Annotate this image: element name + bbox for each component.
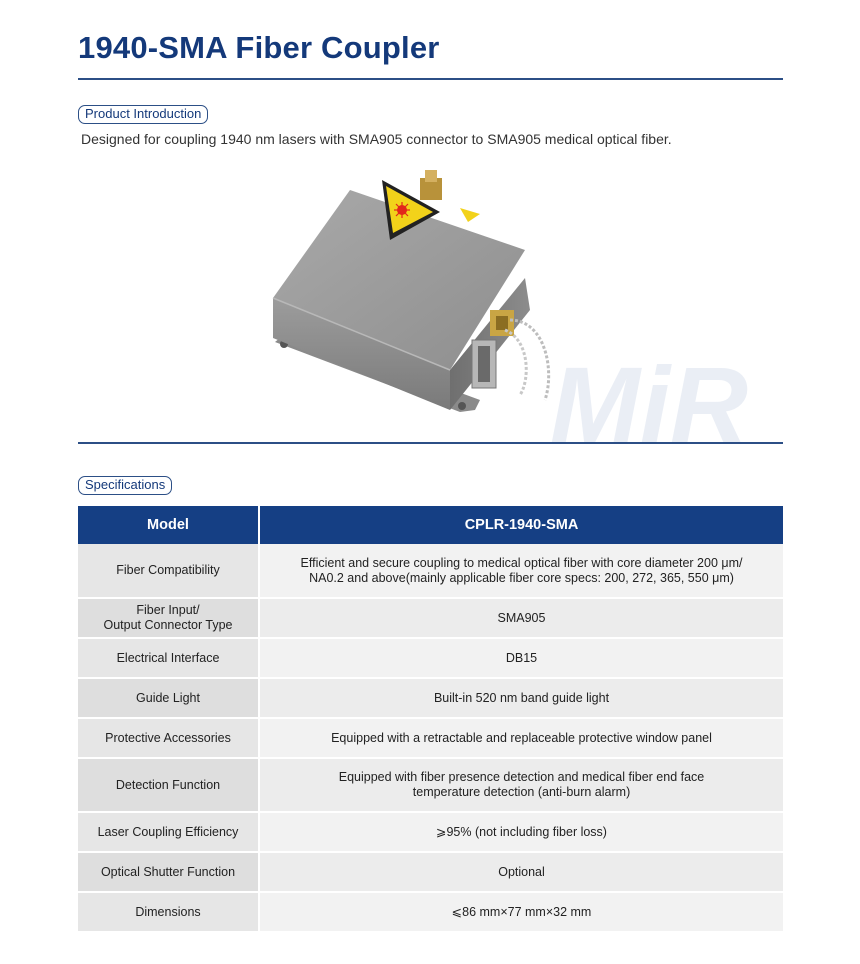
row-label: Optical Shutter Function	[78, 852, 259, 892]
row-value: Efficient and secure coupling to medical optical fiber with core diameter 200 μm/ NA0.2 and above(mainly applicable fiber core specs: 200, 272, 365, 550 μm)	[259, 544, 783, 598]
table-row	[78, 892, 783, 932]
svg-text:MiR: MiR	[550, 344, 748, 442]
table-row	[78, 852, 783, 892]
row-value: SMA905	[259, 598, 783, 638]
section-divider	[78, 442, 783, 444]
row-value: Equipped with a retractable and replaceable protective window panel	[259, 718, 783, 758]
row-label: Guide Light	[78, 678, 259, 718]
row-label: Detection Function	[78, 758, 259, 812]
row-label: Electrical Interface	[78, 638, 259, 678]
specifications-table	[78, 506, 783, 933]
row-label: Dimensions	[78, 892, 259, 932]
product-introduction-text: Designed for coupling 1940 nm lasers with SMA905 connector to SMA905 medical optical fiber.	[81, 131, 672, 147]
row-label: Protective Accessories	[78, 718, 259, 758]
mir-watermark	[550, 344, 748, 442]
row-value: Built-in 520 nm band guide light	[259, 678, 783, 718]
header-model-value: CPLR-1940-SMA	[259, 506, 783, 544]
specifications-label: Specifications	[78, 476, 172, 495]
row-label: Laser Coupling Efficiency	[78, 812, 259, 852]
table-row	[78, 718, 783, 758]
table-row	[78, 638, 783, 678]
header-model: Model	[78, 506, 259, 544]
row-value: ⩾95% (not including fiber loss)	[259, 812, 783, 852]
row-value: Equipped with fiber presence detection and medical fiber end face temperature detection (anti-burn alarm)	[259, 758, 783, 812]
product-introduction-label: Product Introduction	[78, 105, 208, 124]
row-value: Optional	[259, 852, 783, 892]
row-label: Fiber Compatibility	[78, 544, 259, 598]
table-row	[78, 678, 783, 718]
table-row	[78, 598, 783, 638]
title-divider	[78, 78, 783, 80]
table-row	[78, 812, 783, 852]
product-photo	[150, 170, 790, 442]
page-title: 1940-SMA Fiber Coupler	[78, 30, 440, 65]
table-row	[78, 758, 783, 812]
table-header-row	[78, 506, 783, 544]
row-value: DB15	[259, 638, 783, 678]
table-row	[78, 544, 783, 598]
row-label: Fiber Input/ Output Connector Type	[78, 598, 259, 638]
row-value: ⩽86 mm×77 mm×32 mm	[259, 892, 783, 932]
